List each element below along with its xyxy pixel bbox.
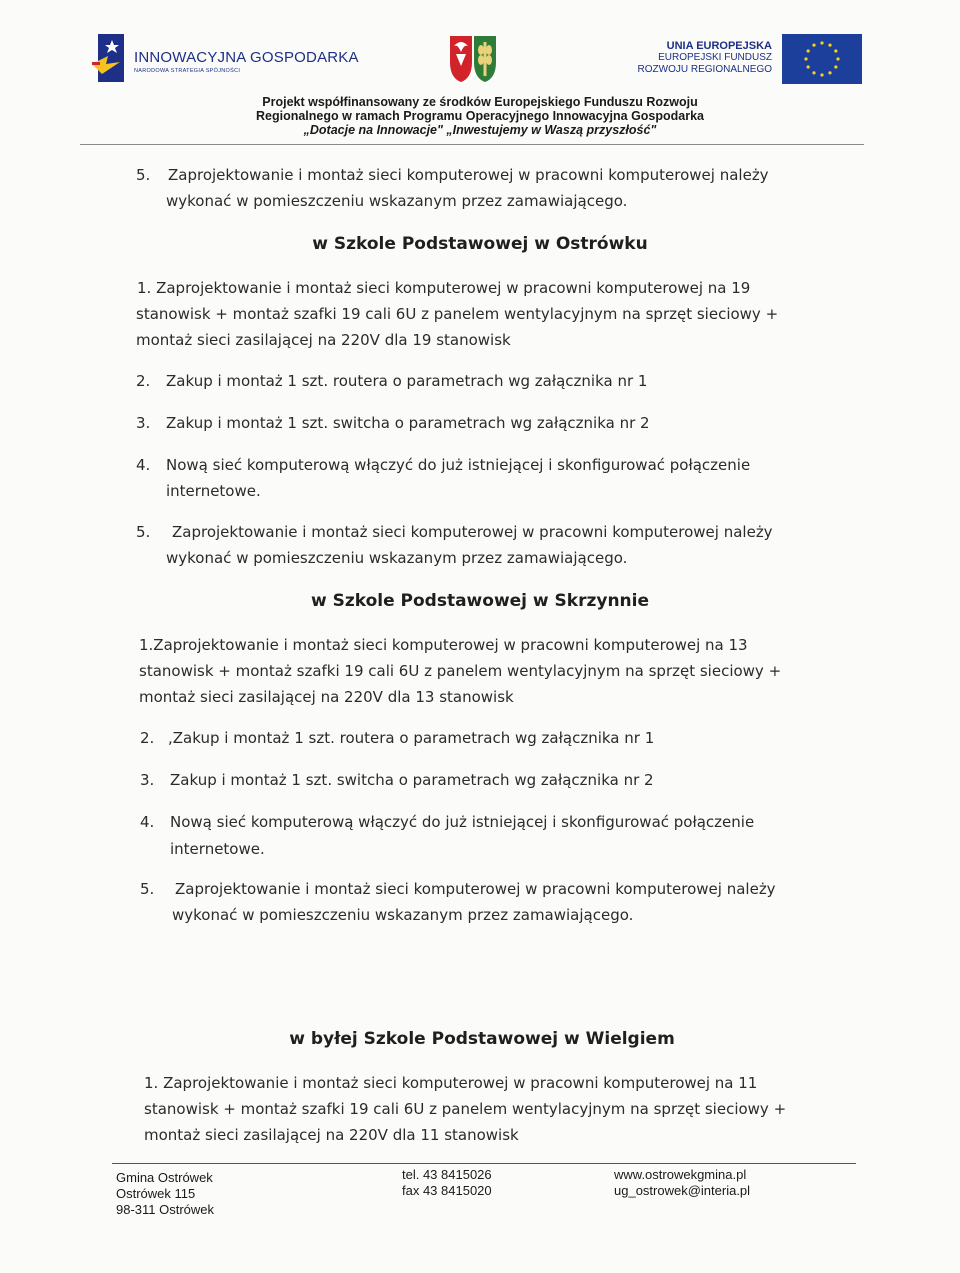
list-item-number: 2.: [136, 372, 151, 390]
eu-star-icon: [834, 65, 837, 68]
footer-divider: [112, 1163, 856, 1164]
footer-address: [116, 1170, 214, 1218]
eu-flag-icon: [782, 34, 862, 84]
list-item-number: 5.: [136, 523, 151, 541]
list-item-line: Nową sieć komputerową włączyć do już istniejącej i skonfigurować połączenie: [166, 456, 751, 474]
section-heading-skrzynno: w Szkole Podstawowej w Skrzynnie: [310, 591, 650, 611]
list-item-line: Zakup i montaż 1 szt. switcha o parametrach wg załącznika nr 2: [166, 414, 650, 432]
intro-item-number: 5.: [136, 166, 151, 184]
list-item-line: wykonać w pomieszczeniu wskazanym przez zamawiającego.: [166, 549, 628, 567]
list-item-line: montaż sieci zasilającej na 220V dla 13 stanowisk: [139, 688, 514, 706]
project-slogan: „Dotacje na Innowacje" „Inwestujemy w Waszą przyszłość": [303, 123, 657, 137]
list-item-line: Zaprojektowanie i montaż sieci komputerowej w pracowni komputerowej należy: [175, 880, 776, 898]
list-item-line: stanowisk + montaż szafki 19 cali 6U z panelem wentylacyjnym na sprzęt sieciowy +: [144, 1100, 787, 1118]
list-item-line: 1. Zaprojektowanie i montaż sieci komputerowej w pracowni komputerowej na 19: [137, 279, 751, 297]
eu-star-icon: [812, 71, 815, 74]
list-item-line: Zakup i montaż 1 szt. routera o parametrach wg załącznika nr 1: [166, 372, 648, 390]
list-item-number: 4.: [136, 456, 151, 474]
ig-logo-subtitle: NARODOWA STRATEGIA SPÓJNOŚCI: [134, 68, 241, 74]
eu-star-icon: [807, 49, 810, 52]
list-item-line: Zaprojektowanie i montaż sieci komputerowej w pracowni komputerowej należy: [172, 523, 773, 541]
list-item-number: 3.: [136, 414, 151, 432]
header-divider: [80, 144, 864, 145]
eu-star-icon: [834, 49, 837, 52]
ue-line-1: UNIA EUROPEJSKA: [666, 40, 772, 52]
eu-fund-label: [638, 40, 772, 76]
ue-line-2: EUROPEJSKI FUNDUSZ: [658, 52, 772, 63]
address-line: 98-311 Ostrówek: [116, 1202, 215, 1217]
list-item-line: Zakup i montaż 1 szt. switcha o parametrach wg załącznika nr 2: [170, 771, 654, 789]
address-line: Gmina Ostrówek: [116, 1170, 213, 1185]
project-line-1: Projekt współfinansowany ze środków Europejskiego Funduszu Rozwoju: [262, 95, 698, 109]
fax-number: fax 43 8415020: [402, 1183, 492, 1198]
footer-phones: [402, 1167, 492, 1199]
list-item-line: internetowe.: [166, 482, 261, 500]
innowacyjna-gospodarka-logo-icon: [92, 34, 124, 82]
website-link[interactable]: www.ostrowekgmina.pl: [614, 1167, 747, 1182]
list-item-line: stanowisk + montaż szafki 19 cali 6U z panelem wentylacyjnym na sprzęt sieciowy +: [139, 662, 782, 680]
address-line: Ostrówek 115: [116, 1186, 196, 1201]
list-item-line: Nową sieć komputerową włączyć do już istniejącej i skonfigurować połączenie: [170, 813, 755, 831]
eu-star-icon: [804, 57, 807, 60]
section-heading-wielgie: w byłej Szkole Podstawowej w Wielgiem: [289, 1029, 675, 1049]
list-item-number: 2.: [140, 729, 155, 747]
list-item-line: internetowe.: [170, 840, 265, 858]
section-heading-ostrowek: w Szkole Podstawowej w Ostrówku: [312, 234, 648, 254]
list-item-line: stanowisk + montaż szafki 19 cali 6U z panelem wentylacyjnym na sprzęt sieciowy +: [136, 305, 779, 323]
eu-star-icon: [820, 73, 823, 76]
email-link[interactable]: ug_ostrowek@interia.pl: [614, 1183, 751, 1198]
eu-star-icon: [820, 41, 823, 44]
eu-star-icon: [828, 44, 831, 47]
list-item-number: 4.: [140, 813, 155, 831]
list-item-number: 3.: [140, 771, 155, 789]
eu-star-icon: [812, 44, 815, 47]
list-item-line: ,Zakup i montaż 1 szt. routera o parametrach wg załącznika nr 1: [168, 729, 655, 747]
ue-line-3: ROZWOJU REGIONALNEGO: [637, 64, 772, 75]
phone-number: tel. 43 8415026: [402, 1167, 492, 1182]
list-item-line: 1.Zaprojektowanie i montaż sieci komputerowej w pracowni komputerowej na 13: [139, 636, 748, 654]
list-item-line: montaż sieci zasilającej na 220V dla 19 stanowisk: [136, 331, 511, 349]
list-item-line: montaż sieci zasilającej na 220V dla 11 stanowisk: [144, 1126, 519, 1144]
list-item-number: 5.: [140, 880, 155, 898]
footer-web: [614, 1167, 750, 1199]
project-cofinancing-note: [160, 95, 800, 137]
eu-star-icon: [807, 65, 810, 68]
gmina-crest-icon: [448, 32, 498, 84]
list-item-line: wykonać w pomieszczeniu wskazanym przez zamawiającego.: [172, 906, 634, 924]
project-line-2: Regionalnego w ramach Programu Operacyjnego Innowacyjna Gospodarka: [255, 109, 705, 123]
ig-logo-title: INNOWACYJNA GOSPODARKA: [134, 49, 359, 66]
list-item-line: 1. Zaprojektowanie i montaż sieci komputerowej w pracowni komputerowej na 11: [144, 1074, 758, 1092]
intro-item-line: Zaprojektowanie i montaż sieci komputerowej w pracowni komputerowej należy: [168, 166, 769, 184]
intro-item-line: wykonać w pomieszczeniu wskazanym przez zamawiającego.: [166, 192, 628, 210]
eu-star-icon: [836, 57, 839, 60]
eu-star-icon: [828, 71, 831, 74]
